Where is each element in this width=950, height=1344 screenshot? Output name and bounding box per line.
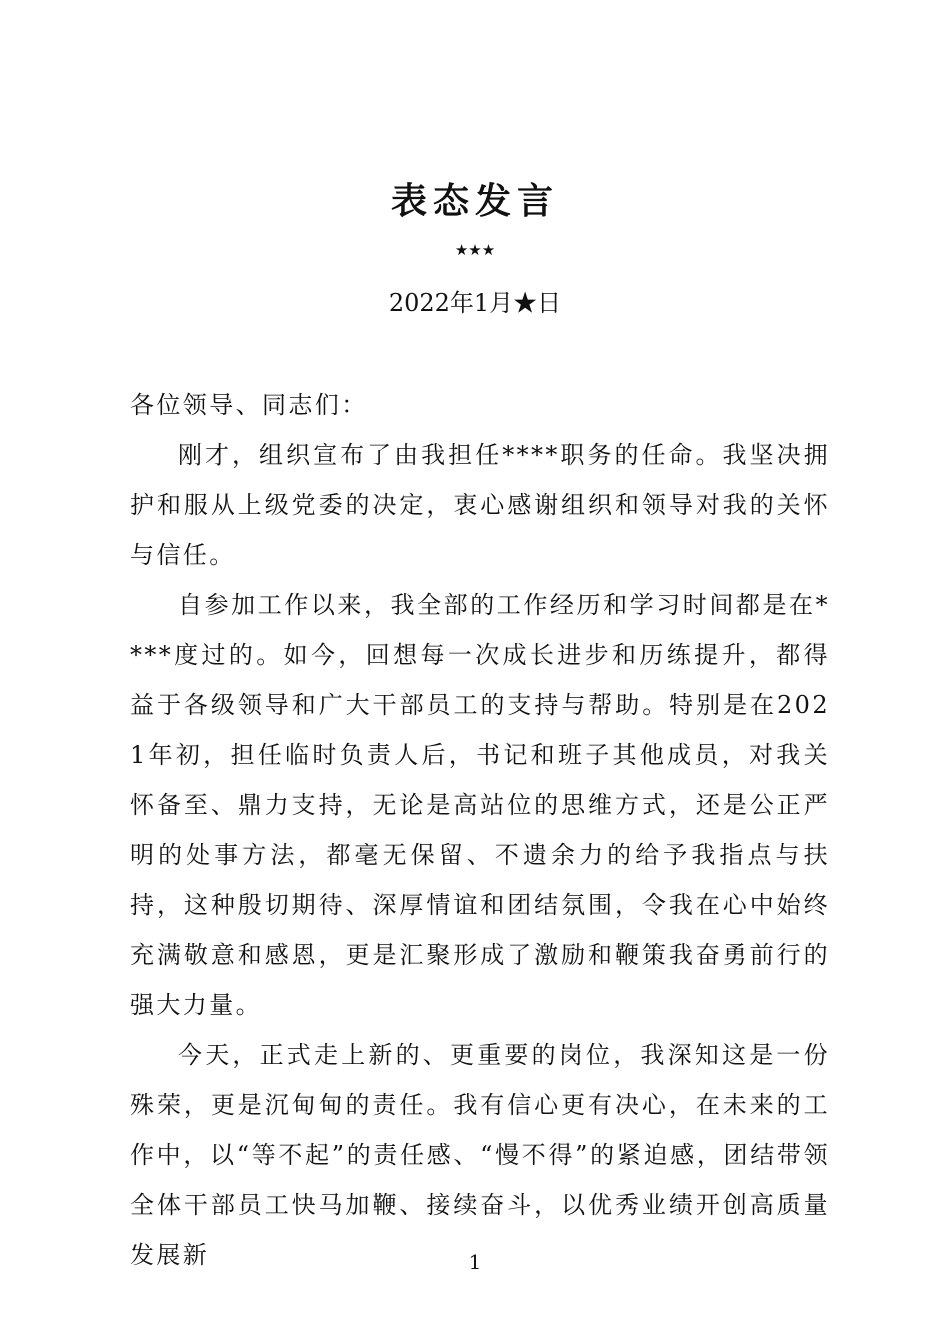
paragraph-1: 刚才，组织宣布了由我担任****职务的任命。我坚决拥护和服从上级党委的决定，衷心感谢组织和领导对我的关怀与信任。 [130, 441, 830, 569]
page-number: 1 [468, 1250, 482, 1274]
document-title: 表态发言 [390, 180, 559, 222]
document-date: 2022年1月★日 [388, 289, 562, 317]
salutation: 各位领导、同志们： [130, 391, 368, 419]
author-placeholder: ★★★ [454, 241, 496, 259]
paragraph-3: 今天，正式走上新的、更重要的岗位，我深知这是一份殊荣，更是沉甸甸的责任。我有信心更有决心，在未来的工作中，以“等不起”的责任感、“慢不得”的紧迫感，团结带领全体干部员工快马加鞭、接续奋斗，以优秀业绩开创高质量发展新 [130, 1041, 830, 1269]
document-body [130, 380, 830, 1280]
paragraph-2: 自参加工作以来，我全部的工作经历和学习时间都是在****度过的。如今，回想每一次成长进步和历练提升，都得益于各级领导和广大干部员工的支持与帮助。特别是在2021年初，担任临时负责人后，书记和班子其他成员，对我关怀备至、鼎力支持，无论是高站位的思维方式，还是公正严明的处事方法，都毫无保留、不遗余力的给予我指点与扶持，这种殷切期待、深厚情谊和团结氛围，令我在心中始终充满敬意和感恩，更是汇聚形成了激励和鞭策我奋勇前行的强大力量。 [130, 591, 830, 1019]
